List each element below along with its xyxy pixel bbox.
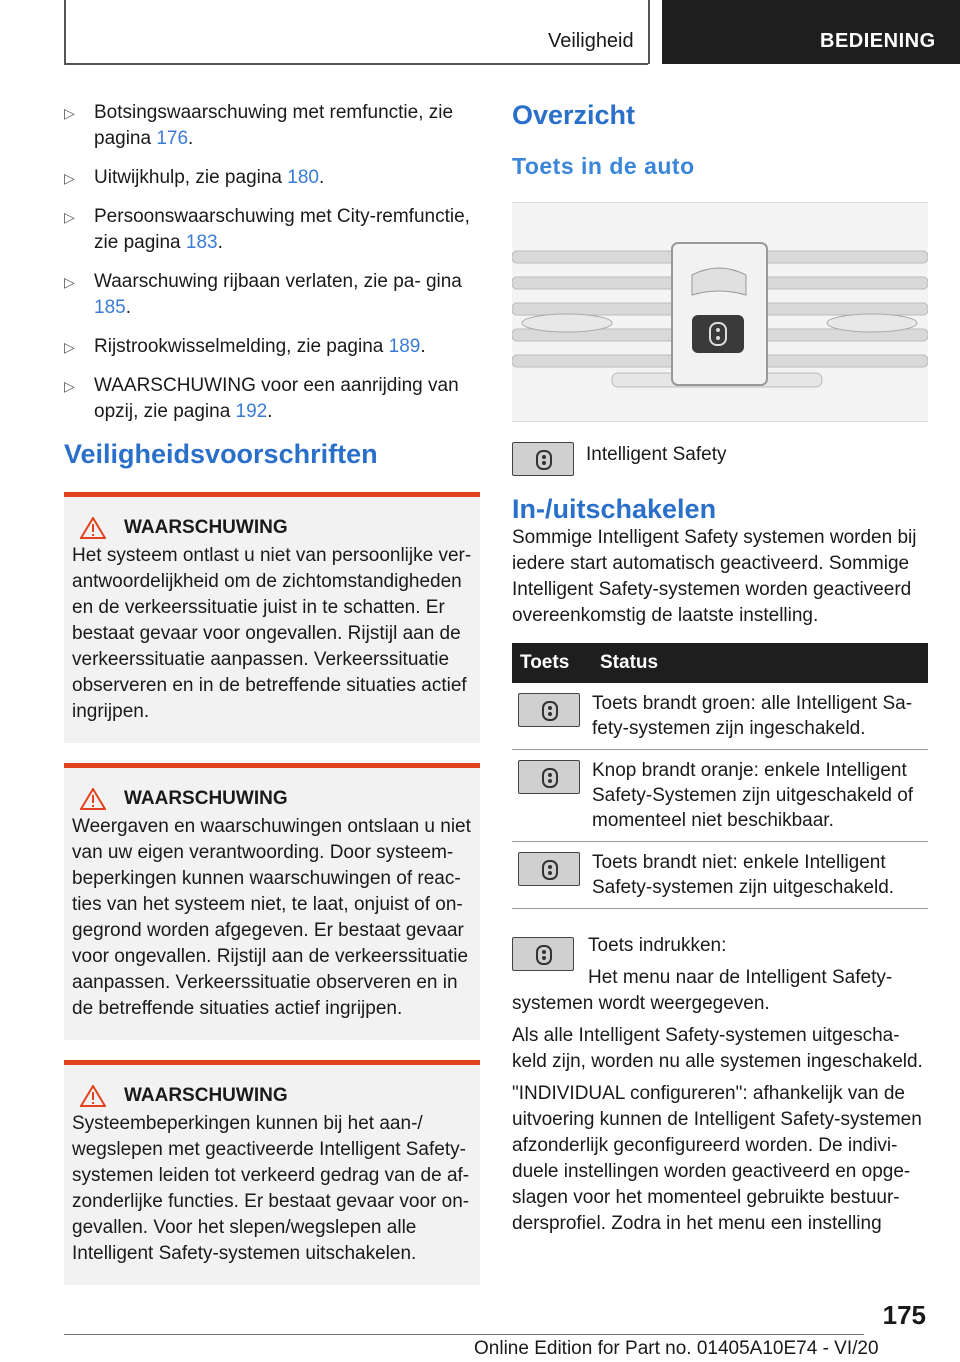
intelligent-safety-button-icon	[512, 937, 574, 971]
header-chapter-label: BEDIENING	[820, 30, 936, 52]
left-column	[64, 100, 480, 1305]
section-heading: In-/uitschakelen	[512, 494, 717, 524]
list-item: ▷ Botsingswaarschuwing met remfunctie, zie pagina 176.	[64, 102, 454, 149]
warning-triangle-icon	[80, 788, 106, 810]
press-step-2: Het menu naar de Intelligent Safety-	[588, 967, 893, 988]
intelligent-safety-button-icon	[518, 693, 580, 727]
table-row	[512, 842, 928, 909]
page-link[interactable]: 185	[94, 297, 126, 318]
triangle-bullet-icon: ▷	[64, 105, 75, 121]
status-table	[512, 643, 928, 909]
list-item: ▷ Persoonswaarschuwing met City-remfunctie, zie pagina 183.	[64, 206, 470, 253]
warning-title: WAARSCHUWING	[124, 517, 288, 538]
page-link[interactable]: 180	[287, 167, 319, 188]
warning-box	[64, 1060, 480, 1285]
page-title: Overzicht	[512, 100, 636, 130]
intelligent-safety-button-icon	[518, 852, 580, 886]
press-step-1: Toets indrukken:	[588, 935, 727, 956]
page-link[interactable]: 183	[185, 232, 218, 253]
press-instruction	[512, 933, 928, 1017]
table-row	[512, 683, 928, 750]
list-item: ▷ Rijstrookwisselmelding, zie pagina 189.	[64, 334, 480, 360]
warning-text: Weergaven en waarschuwingen ontslaan u niet van uw eigen verantwoording. Door systeem- beperkingen kunnen waarschuwingen of reac- ties van het systeem niet, te laat, onjuist of on- gegrond worden afgegeven. Er bestaat gevaar voor ongevallen. Rijstijl aan de verkeerssituatie aanpassen. Verkeerssituatie observeren en in de betreffende situaties actief ingrijpen.	[72, 816, 471, 1019]
car-button-photo	[512, 202, 928, 422]
cross-reference-list	[64, 100, 480, 425]
triangle-bullet-icon: ▷	[64, 209, 75, 225]
intelligent-safety-button-icon	[512, 442, 574, 476]
air-vent-image	[512, 203, 928, 422]
paragraph: Als alle Intelligent Safety-systemen uitgescha- keld zijn, worden nu alle systemen ingeschakeld.	[512, 1025, 923, 1072]
header-section-label: Veiligheid	[548, 30, 634, 52]
triangle-bullet-icon: ▷	[64, 274, 75, 290]
table-row	[512, 750, 928, 842]
warning-text: Systeembeperkingen kunnen bij het aan-/ wegslepen met geactiveerde Intelligent Safety- systemen leiden tot verkeerd gedrag van de af- zonderlijke functies. Er bestaat gevaar voor on- gevallen. Voor het slepen/wegslepen alle Intelligent Safety-systemen uitschakelen.	[72, 1113, 470, 1264]
section-heading: Veiligheidsvoorschriften	[64, 439, 378, 469]
list-item: ▷ WAARSCHUWING voor een aanrijding van opzij, zie pagina 192.	[64, 375, 459, 422]
page-link[interactable]: 176	[156, 128, 189, 149]
list-item: ▷ Uitwijkhulp, zie pagina 180.	[64, 165, 480, 191]
triangle-bullet-icon: ▷	[64, 378, 75, 394]
table-cell: Toets brandt niet: enkele Intelligent Safety-systemen zijn uitgeschakeld.	[592, 842, 928, 909]
warning-title: WAARSCHUWING	[124, 788, 288, 809]
right-column	[512, 100, 928, 1237]
warning-box	[64, 492, 480, 743]
header-divider	[648, 0, 650, 64]
header-underline	[64, 63, 648, 65]
subsection-heading: Toets in de auto	[512, 153, 695, 179]
paragraph: "INDIVIDUAL configureren": afhankelijk van de uitvoering kunnen de Intelligent Safety-systemen afzonderlijk geconfigureerd worden. De indivi- duele instellingen worden geactiveerd en opge- slagen voor het momenteel gebruikte bestuur- dersprofiel. Zodra in het menu een instelling	[512, 1083, 922, 1234]
warning-title: WAARSCHUWING	[124, 1085, 288, 1106]
intelligent-safety-button-icon	[518, 760, 580, 794]
triangle-bullet-icon: ▷	[64, 339, 75, 355]
footer-rule	[64, 1334, 864, 1335]
page-number: 175	[882, 1300, 926, 1330]
list-item: ▷ Waarschuwing rijbaan verlaten, zie pa- gina 185.	[64, 271, 462, 318]
warning-triangle-icon	[80, 517, 106, 539]
triangle-bullet-icon: ▷	[64, 170, 75, 186]
warning-text: Het systeem ontlast u niet van persoonlijke ver- antwoordelijkheid om de zichtomstandigheden en de verkeerssituatie juist in te schatten. Er bestaat gevaar voor ongevallen. Rijstijl aan de verkeerssituatie aanpassen. Verkeerssituatie observeren en in de betreffende situaties actief ingrijpen.	[72, 545, 472, 722]
table-cell: Toets brandt groen: alle Intelligent Sa- fety-systemen zijn ingeschakeld.	[592, 683, 928, 750]
header-left-rule	[64, 0, 66, 64]
table-cell: Knop brandt oranje: enkele Intelligent Safety-Systemen zijn uitgeschakeld of momenteel niet beschikbaar.	[592, 750, 928, 842]
header-chapter-tab	[662, 0, 960, 64]
table-header: Status	[592, 643, 928, 683]
press-step-2-cont: systemen wordt weergegeven.	[512, 993, 770, 1014]
warning-box	[64, 763, 480, 1040]
intro-paragraph: Sommige Intelligent Safety systemen worden bij iedere start automatisch geactiveerd. Sommige Intelligent Safety-systemen worden geactiveerd overeenkomstig de laatste instelling.	[512, 527, 917, 626]
table-header: Toets	[512, 643, 592, 683]
page-link[interactable]: 192	[235, 401, 268, 422]
page-link[interactable]: 189	[388, 336, 421, 357]
warning-triangle-icon	[80, 1085, 106, 1107]
icon-caption: Intelligent Safety	[586, 444, 727, 465]
footer-edition: Online Edition for Part no. 01405A10E74 - VI/20	[474, 1338, 879, 1359]
